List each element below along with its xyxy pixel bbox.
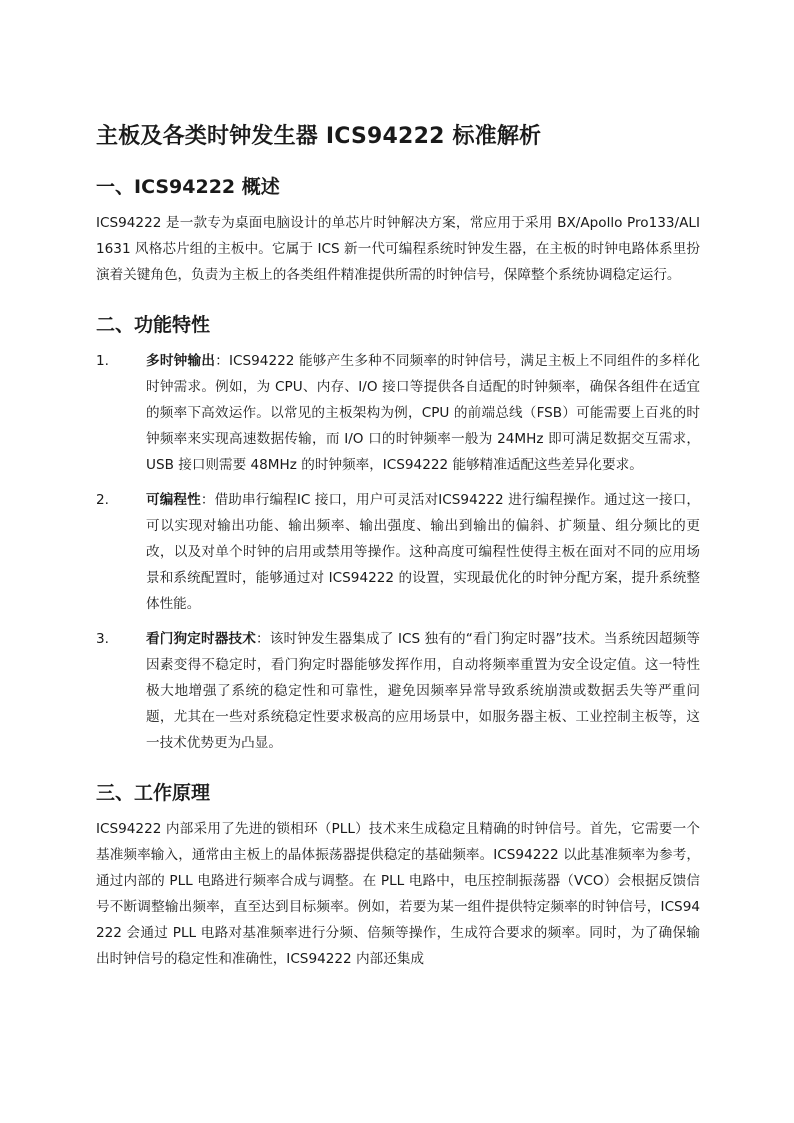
section-heading-features: 二、功能特性 (96, 314, 211, 336)
feature-text: 该时钟发生器集成了 ICS 独有的“看门狗定时器”技术。当系统因超频等因素变得不稳定时，看门狗定时器能够发挥作用，自动将频率重置为安全设定值。这一特性极大地增强了系统的稳定性和可靠性，避免因频率异常导致系统崩溃或数据丢失等严重问题，尤其在一些对系统稳定性要求极高的应用场景中，如服务器主板、工业控制主板等，这一技术优势更为凸显。 (146, 631, 700, 751)
document-page (96, 118, 700, 972)
feature-item-multi-clock (96, 348, 700, 478)
feature-term: 多时钟输出 (146, 353, 216, 369)
feature-term: 看门狗定时器技术 (146, 631, 256, 647)
section-heading-overview: 一、ICS94222 概述 (96, 176, 280, 198)
feature-separator: ： (215, 353, 230, 369)
list-number: 2. (96, 492, 109, 508)
feature-list (96, 348, 700, 756)
overview-paragraph: ICS94222 是一款专为桌面电脑设计的单芯片时钟解决方案，常应用于采用 BX/Apollo Pro133/ALI 1631 风格芯片组的主板中。它属于 ICS 新一代可编程系统时钟发生器，在主板的时钟电路体系里扮演着关键角色，负责为主板上的各类组件精准提供所需的时钟信号，保障整个系统协调稳定运行。 (96, 215, 700, 283)
list-number: 3. (96, 631, 109, 647)
feature-item-watchdog (96, 626, 700, 756)
feature-text: ICS94222 能够产生多种不同频率的时钟信号，满足主板上不同组件的多样化时钟需求。例如，为 CPU、内存、I/O 接口等提供各自适配的时钟频率，确保各组件在适宜的频率下高效运作。以常见的主板架构为例，CPU 的前端总线（FSB）可能需要上百兆的时钟频率来实现高速数据传输，而 I/O 口的时钟频率一般为 24MHz 即可满足数据交互需求，USB 接口则需要 48MHz 的时钟频率，ICS94222 能够精准适配这些差异化要求。 (146, 353, 700, 473)
principle-paragraph: ICS94222 内部采用了先进的锁相环（PLL）技术来生成稳定且精确的时钟信号。首先，它需要一个基准频率输入，通常由主板上的晶体振荡器提供稳定的基础频率。ICS94222 以此基准频率为参考，通过内部的 PLL 电路进行频率合成与调整。在 PLL 电路中，电压控制振荡器（VCO）会根据反馈信号不断调整输出频率，直至达到目标频率。例如，若要为某一组件提供特定频率的时钟信号，ICS94222 会通过 PLL 电路对基准频率进行分频、倍频等操作，生成符合要求的频率。同时，为了确保输出时钟信号的稳定性和准确性，ICS94222 内部还集成 (96, 821, 700, 967)
feature-term: 可编程性 (146, 492, 201, 508)
feature-separator: ： (255, 631, 270, 647)
list-number: 1. (96, 353, 109, 369)
section-heading-principle: 三、工作原理 (96, 782, 211, 804)
feature-item-programmable (96, 487, 700, 617)
document-title: 主板及各类时钟发生器 ICS94222 标准解析 (96, 124, 542, 149)
feature-separator: ： (200, 492, 215, 508)
feature-text: 借助串行编程IC 接口，用户可灵活对ICS94222 进行编程操作。通过这一接口，可以实现对输出功能、输出频率、输出强度、输出到输出的偏斜、扩频量、组分频比的更改，以及对单个时钟的启用或禁用等操作。这种高度可编程性使得主板在面对不同的应用场景和系统配置时，能够通过对 ICS94222 的设置，实现最优化的时钟分配方案，提升系统整体性能。 (146, 492, 701, 612)
